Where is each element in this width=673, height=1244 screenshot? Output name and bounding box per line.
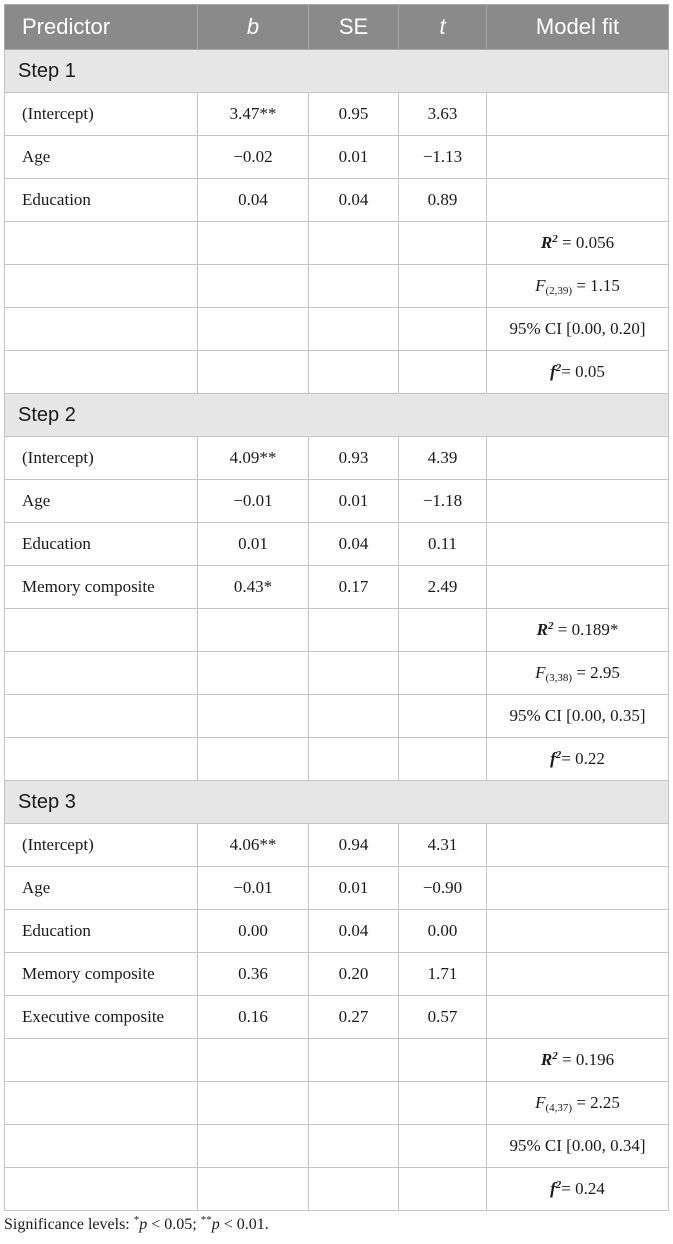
model-fit-r2 [487, 222, 669, 265]
empty-cell [399, 695, 487, 738]
predictor-cell: Memory composite [5, 953, 198, 996]
step-label: Step 1 [5, 50, 669, 93]
empty-cell [309, 351, 399, 394]
table-row [5, 136, 669, 179]
se-cell: 0.01 [309, 480, 399, 523]
empty-cell [5, 308, 198, 351]
predictor-cell: Education [5, 523, 198, 566]
empty-cell [5, 609, 198, 652]
footnote-star-2: ** [200, 1214, 212, 1226]
model-fit-cell [487, 824, 669, 867]
b-cell: 0.00 [198, 910, 309, 953]
fit-row-f2 [5, 351, 669, 394]
regression-table [4, 4, 669, 1211]
se-cell: 0.04 [309, 910, 399, 953]
empty-cell [198, 265, 309, 308]
se-cell: 0.04 [309, 523, 399, 566]
b-cell: 4.09** [198, 437, 309, 480]
footnote-star-1: * [133, 1214, 140, 1226]
fit-row-ci [5, 308, 669, 351]
r2-superscript: 2 [548, 620, 554, 632]
table-row [5, 824, 669, 867]
predictor-cell: Education [5, 179, 198, 222]
model-fit-cell [487, 93, 669, 136]
fit-row-r2 [5, 1039, 669, 1082]
b-cell: 3.47** [198, 93, 309, 136]
predictor-cell: (Intercept) [5, 824, 198, 867]
fit-row-ci [5, 695, 669, 738]
header-predictor: Predictor [5, 5, 198, 50]
empty-cell [399, 1082, 487, 1125]
empty-cell [198, 222, 309, 265]
step-row [5, 781, 669, 824]
b-cell: 0.04 [198, 179, 309, 222]
table-row [5, 93, 669, 136]
se-cell: 0.94 [309, 824, 399, 867]
se-cell: 0.93 [309, 437, 399, 480]
model-fit-cell [487, 910, 669, 953]
se-cell: 0.95 [309, 93, 399, 136]
footnote-p-2: p [211, 1216, 220, 1233]
table-row [5, 523, 669, 566]
empty-cell [399, 738, 487, 781]
b-cell: −0.01 [198, 867, 309, 910]
empty-cell [198, 1125, 309, 1168]
empty-cell [309, 308, 399, 351]
t-cell: 0.00 [399, 910, 487, 953]
model-fit-cell [487, 867, 669, 910]
f2-label: f [550, 749, 556, 768]
t-cell: 0.11 [399, 523, 487, 566]
b-cell: 0.16 [198, 996, 309, 1039]
se-cell: 0.27 [309, 996, 399, 1039]
model-fit-cell [487, 437, 669, 480]
r2-superscript: 2 [552, 1050, 558, 1062]
model-fit-cell [487, 566, 669, 609]
predictor-cell: Education [5, 910, 198, 953]
f-label: F [535, 663, 546, 682]
empty-cell [198, 351, 309, 394]
f2-value: = 0.05 [561, 362, 605, 381]
b-cell: 4.06** [198, 824, 309, 867]
t-cell: 1.71 [399, 953, 487, 996]
empty-cell [309, 652, 399, 695]
model-fit-f-stat [487, 1082, 669, 1125]
r2-label: R [540, 1050, 553, 1069]
model-fit-cell [487, 953, 669, 996]
model-fit-f2 [487, 351, 669, 394]
empty-cell [198, 1082, 309, 1125]
b-cell: 0.36 [198, 953, 309, 996]
empty-cell [399, 1168, 487, 1211]
f2-superscript: 2 [555, 1179, 562, 1191]
t-cell: −1.18 [399, 480, 487, 523]
model-fit-cell [487, 480, 669, 523]
model-fit-f-stat [487, 265, 669, 308]
empty-cell [309, 738, 399, 781]
empty-cell [399, 222, 487, 265]
se-cell: 0.04 [309, 179, 399, 222]
empty-cell [399, 351, 487, 394]
r2-value: = 0.189* [553, 620, 619, 639]
empty-cell [309, 222, 399, 265]
r2-superscript: 2 [552, 233, 558, 245]
footnote [4, 1216, 269, 1234]
t-cell: −0.90 [399, 867, 487, 910]
f2-value: = 0.24 [561, 1179, 605, 1198]
fit-row-f2 [5, 738, 669, 781]
t-cell: 0.89 [399, 179, 487, 222]
f2-value: = 0.22 [561, 749, 605, 768]
fit-row-ci [5, 1125, 669, 1168]
t-cell: 4.39 [399, 437, 487, 480]
f-value: = 2.95 [572, 663, 620, 682]
se-cell: 0.17 [309, 566, 399, 609]
empty-cell [399, 1039, 487, 1082]
predictor-cell: (Intercept) [5, 93, 198, 136]
header-model-fit: Model fit [487, 5, 669, 50]
empty-cell [399, 308, 487, 351]
f-df: (3,38) [545, 672, 573, 684]
header-b: b [198, 5, 309, 50]
empty-cell [5, 652, 198, 695]
empty-cell [5, 738, 198, 781]
table-row [5, 566, 669, 609]
model-fit-cell [487, 179, 669, 222]
se-cell: 0.01 [309, 867, 399, 910]
model-fit-r2 [487, 1039, 669, 1082]
f2-label: f [550, 362, 556, 381]
step-row [5, 50, 669, 93]
empty-cell [198, 738, 309, 781]
table-row [5, 480, 669, 523]
header-row [5, 5, 669, 50]
empty-cell [5, 1039, 198, 1082]
b-cell: 0.01 [198, 523, 309, 566]
r2-value: = 0.056 [557, 233, 615, 252]
empty-cell [198, 308, 309, 351]
empty-cell [5, 265, 198, 308]
predictor-cell: Age [5, 867, 198, 910]
empty-cell [399, 609, 487, 652]
empty-cell [399, 1125, 487, 1168]
footnote-p-1: p [139, 1216, 148, 1233]
table-row [5, 867, 669, 910]
f2-superscript: 2 [555, 362, 562, 374]
ci-value: 95% CI [0.00, 0.20] [509, 319, 646, 338]
table-row [5, 996, 669, 1039]
empty-cell [5, 1082, 198, 1125]
model-fit-cell [487, 136, 669, 179]
empty-cell [5, 1168, 198, 1211]
footnote-threshold-1: < 0.05; [147, 1216, 201, 1233]
empty-cell [198, 695, 309, 738]
f-df: (4,37) [545, 1102, 573, 1114]
b-cell: −0.01 [198, 480, 309, 523]
model-fit-cell [487, 523, 669, 566]
f-label: F [535, 1093, 546, 1112]
table-row [5, 179, 669, 222]
model-fit-ci [487, 1125, 669, 1168]
predictor-cell: Age [5, 136, 198, 179]
table-row [5, 437, 669, 480]
se-cell: 0.20 [309, 953, 399, 996]
step-label: Step 3 [5, 781, 669, 824]
header-se: SE [309, 5, 399, 50]
predictor-cell: Memory composite [5, 566, 198, 609]
model-fit-ci [487, 695, 669, 738]
b-cell: 0.43* [198, 566, 309, 609]
empty-cell [399, 265, 487, 308]
model-fit-f2 [487, 1168, 669, 1211]
step-label: Step 2 [5, 394, 669, 437]
model-fit-f2 [487, 738, 669, 781]
b-cell: −0.02 [198, 136, 309, 179]
model-fit-ci [487, 308, 669, 351]
empty-cell [309, 265, 399, 308]
se-cell: 0.01 [309, 136, 399, 179]
empty-cell [309, 1168, 399, 1211]
predictor-cell: Executive composite [5, 996, 198, 1039]
model-fit-r2 [487, 609, 669, 652]
footnote-threshold-2: < 0.01. [219, 1216, 269, 1233]
t-cell: 2.49 [399, 566, 487, 609]
f-label: F [535, 276, 546, 295]
r2-label: R [540, 233, 553, 252]
empty-cell [309, 1039, 399, 1082]
ci-value: 95% CI [0.00, 0.34] [509, 1136, 646, 1155]
footnote-prefix: Significance levels: [4, 1216, 134, 1233]
ci-value: 95% CI [0.00, 0.35] [509, 706, 646, 725]
fit-row-f-stat [5, 1082, 669, 1125]
empty-cell [5, 222, 198, 265]
fit-row-r2 [5, 609, 669, 652]
fit-row-f2 [5, 1168, 669, 1211]
empty-cell [198, 652, 309, 695]
f-value: = 1.15 [572, 276, 620, 295]
model-fit-f-stat [487, 652, 669, 695]
empty-cell [198, 609, 309, 652]
empty-cell [198, 1168, 309, 1211]
fit-row-f-stat [5, 652, 669, 695]
header-t: t [399, 5, 487, 50]
f-value: = 2.25 [572, 1093, 620, 1112]
f-df: (2,39) [545, 285, 573, 297]
empty-cell [5, 1125, 198, 1168]
table-row [5, 910, 669, 953]
r2-value: = 0.196 [557, 1050, 615, 1069]
empty-cell [399, 652, 487, 695]
model-fit-cell [487, 996, 669, 1039]
empty-cell [309, 609, 399, 652]
t-cell: −1.13 [399, 136, 487, 179]
empty-cell [309, 695, 399, 738]
f2-superscript: 2 [555, 749, 562, 761]
empty-cell [5, 695, 198, 738]
f2-label: f [550, 1179, 556, 1198]
fit-row-r2 [5, 222, 669, 265]
predictor-cell: (Intercept) [5, 437, 198, 480]
step-row [5, 394, 669, 437]
fit-row-f-stat [5, 265, 669, 308]
t-cell: 0.57 [399, 996, 487, 1039]
empty-cell [5, 351, 198, 394]
t-cell: 3.63 [399, 93, 487, 136]
empty-cell [309, 1125, 399, 1168]
predictor-cell: Age [5, 480, 198, 523]
empty-cell [309, 1082, 399, 1125]
t-cell: 4.31 [399, 824, 487, 867]
empty-cell [198, 1039, 309, 1082]
table-row [5, 953, 669, 996]
r2-label: R [536, 620, 548, 639]
